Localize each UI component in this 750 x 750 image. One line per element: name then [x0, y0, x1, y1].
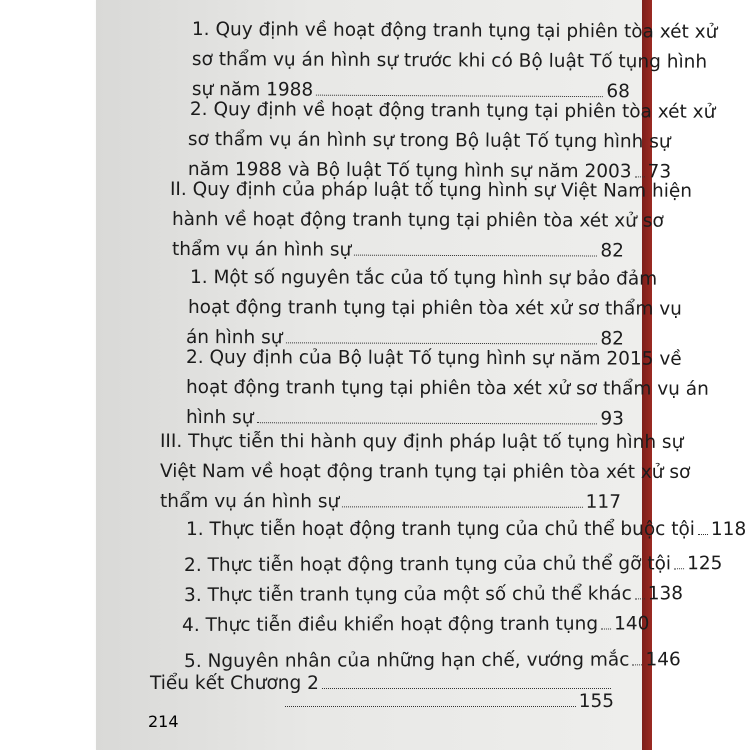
toc-entry-3-4[interactable] [182, 612, 650, 638]
dot-leader [354, 255, 597, 257]
toc-page-number: 117 [585, 491, 621, 513]
dot-leader [601, 629, 611, 630]
toc-entry-3-5[interactable] [184, 648, 681, 674]
toc-entry-line: hành về hoạt động tranh tụng tại phiên tòa xét xử sơ [171, 209, 664, 232]
dot-leader [342, 506, 582, 507]
toc-page-number: 125 [687, 553, 723, 575]
toc-page-number: 155 [578, 691, 614, 712]
dot-leader [285, 706, 576, 707]
toc-entry-line: 1. Quy định về hoạt động tranh tụng tại phiên tòa xét xử [191, 18, 718, 43]
toc-entry-II[interactable] [172, 238, 624, 264]
toc-entry-line: hoạt động tranh tụng tại phiên tòa xét xử sơ thẩm vụ án [185, 377, 709, 400]
toc-entry-title: án hình sự [185, 327, 283, 349]
toc-entry-line: sơ thẩm vụ án hình sự trước khi có Bộ luật Tố tụng hình [191, 48, 708, 73]
dot-leader [322, 688, 611, 689]
toc-entry-title: 4. Thực tiễn điều khiển hoạt động tranh tụng [182, 613, 599, 636]
toc-entry-line: 2. Quy định về hoạt động tranh tụng tại phiên tòa xét xử [189, 98, 716, 123]
page-number: 214 [148, 712, 179, 731]
toc-page-number: 73 [647, 161, 672, 183]
toc-page-number: 93 [600, 408, 624, 430]
toc-entry-title: Tiểu kết Chương 2 [150, 673, 319, 694]
dot-leader [674, 568, 684, 569]
toc-entry-title: sự năm 1988 [191, 78, 314, 101]
dot-leader [635, 598, 645, 599]
toc-entry-2-2[interactable] [186, 406, 624, 432]
toc-entry-sum-page [282, 690, 614, 714]
toc-entry-3-3[interactable] [184, 582, 684, 608]
toc-entry-line: II. Quy định của pháp luật tố tụng hình sự Việt Nam hiện [169, 179, 693, 202]
toc-entry-line: 2. Quy định của Bộ luật Tố tụng hình sự năm 2015 về [185, 347, 682, 370]
toc-entry-line: Việt Nam về hoạt động tranh tụng tại phiên tòa xét xử sơ [159, 461, 691, 483]
toc-page-number: 82 [600, 240, 624, 262]
dot-leader [257, 422, 598, 424]
toc-entry-line: hoạt động tranh tụng tại phiên tòa xét xử sơ thẩm vụ [187, 297, 682, 320]
toc-entry-title: thẩm vụ án hình sự [159, 491, 340, 513]
toc-entry-title: hình sự [185, 407, 254, 429]
toc-entry-line: III. Thực tiễn thi hành quy định pháp luật tố tụng hình sự [159, 431, 684, 453]
dot-leader [635, 176, 645, 177]
dot-leader [316, 95, 603, 98]
toc-page-number: 140 [614, 613, 650, 635]
dot-leader [285, 342, 597, 344]
toc-page-number: 118 [710, 519, 747, 540]
toc-page-number: 138 [647, 583, 684, 605]
toc-entry-title: 3. Thực tiễn tranh tụng của một số chủ thể khác [184, 583, 632, 606]
toc-entry-title: 2. Thực tiễn hoạt động tranh tụng của chủ thể gỡ tội [184, 553, 672, 576]
toc-page-number: 68 [606, 81, 630, 103]
dot-leader [632, 664, 642, 665]
toc-entry-line: sơ thẩm vụ án hình sự trong Bộ luật Tố tụng hình sự [187, 128, 671, 153]
toc-entry-3-1[interactable] [186, 518, 747, 542]
toc-page-number: 82 [600, 328, 624, 350]
toc-entry-title: 5. Nguyên nhân của những hạn chế, vướng mắc [184, 649, 630, 672]
dot-leader [698, 534, 708, 535]
toc-entry-3-2[interactable] [184, 552, 723, 578]
toc-entry-III[interactable] [160, 490, 621, 515]
toc-entry-title: năm 1988 và Bộ luật Tố tụng hình sự năm 2003 [187, 158, 632, 183]
toc-entry-title: 1. Thực tiễn hoạt động tranh tụng của chủ thể buộc tội [186, 519, 695, 540]
toc-page-number: 146 [645, 649, 681, 671]
toc-entry-title: thẩm vụ án hình sự [171, 239, 352, 261]
toc-entry-line: 1. Một số nguyên tắc của tố tụng hình sự bảo đảm [189, 267, 658, 290]
